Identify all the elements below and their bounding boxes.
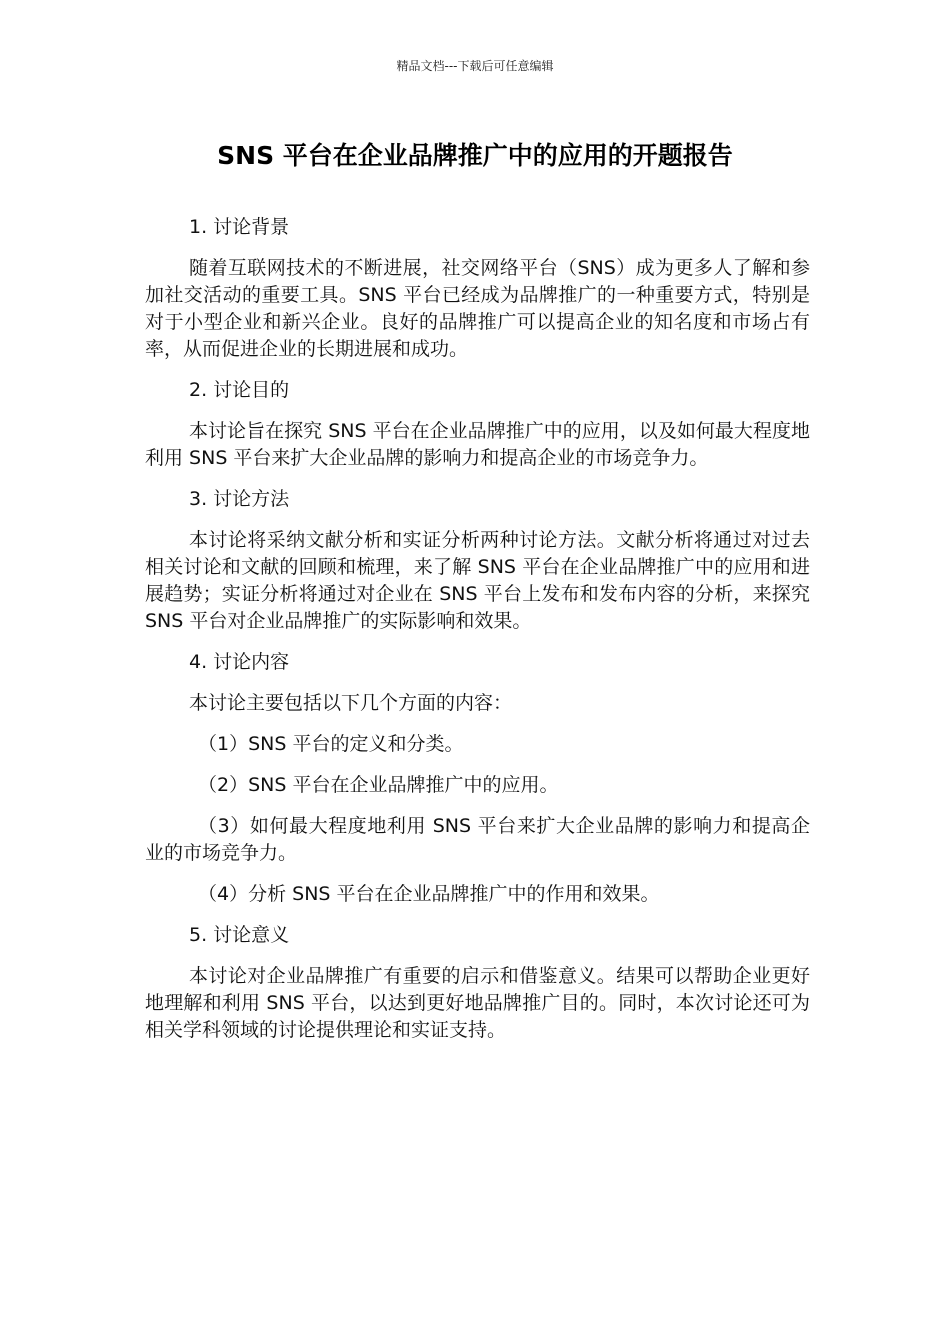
section-heading-background: 1. 讨论背景 — [189, 216, 290, 238]
paragraph-content-intro: 本讨论主要包括以下几个方面的内容： — [189, 692, 513, 714]
list-item: （3）如何最大程度地利用 SNS 平台来扩大企业品牌的影响力和提高企业的市场竞争力。 — [145, 815, 810, 864]
paragraph-method: 本讨论将采纳文献分析和实证分析两种讨论方法。文献分析将通过对过去相关讨论和文献的回顾和梳理，来了解 SNS 平台在企业品牌推广中的应用和进展趋势；实证分析将通过对企业在 SNS 平台上发布和发布内容的分析，来探究 SNS 平台对企业品牌推广的实际影响和效果。 — [145, 529, 810, 632]
section-heading-method: 3. 讨论方法 — [189, 488, 290, 510]
page-title: SNS 平台在企业品牌推广中的应用的开题报告 — [217, 141, 733, 170]
section-heading-purpose: 2. 讨论目的 — [189, 379, 290, 401]
paragraph-significance: 本讨论对企业品牌推广有重要的启示和借鉴意义。结果可以帮助企业更好地理解和利用 SNS 平台，以达到更好地品牌推广目的。同时，本次讨论还可为相关学科领域的讨论提供理论和实证支持。 — [145, 965, 810, 1041]
document-body — [145, 214, 810, 1058]
section-heading-content: 4. 讨论内容 — [189, 651, 290, 673]
paragraph-purpose: 本讨论旨在探究 SNS 平台在企业品牌推广中的应用，以及如何最大程度地利用 SNS 平台来扩大企业品牌的影响力和提高企业的市场竞争力。 — [145, 420, 810, 469]
header-note: 精品文档---下载后可任意编辑 — [396, 59, 554, 73]
list-item: （1）SNS 平台的定义和分类。 — [198, 733, 464, 755]
list-item: （2）SNS 平台在企业品牌推广中的应用。 — [198, 774, 559, 796]
paragraph-background: 随着互联网技术的不断进展，社交网络平台（SNS）成为更多人了解和参加社交活动的重要工具。SNS 平台已经成为品牌推广的一种重要方式，特别是对于小型企业和新兴企业。良好的品牌推广可以提高企业的知名度和市场占有率，从而促进企业的长期进展和成功。 — [145, 257, 810, 360]
list-item: （4）分析 SNS 平台在企业品牌推广中的作用和效果。 — [198, 883, 660, 905]
section-heading-significance: 5. 讨论意义 — [189, 924, 290, 946]
